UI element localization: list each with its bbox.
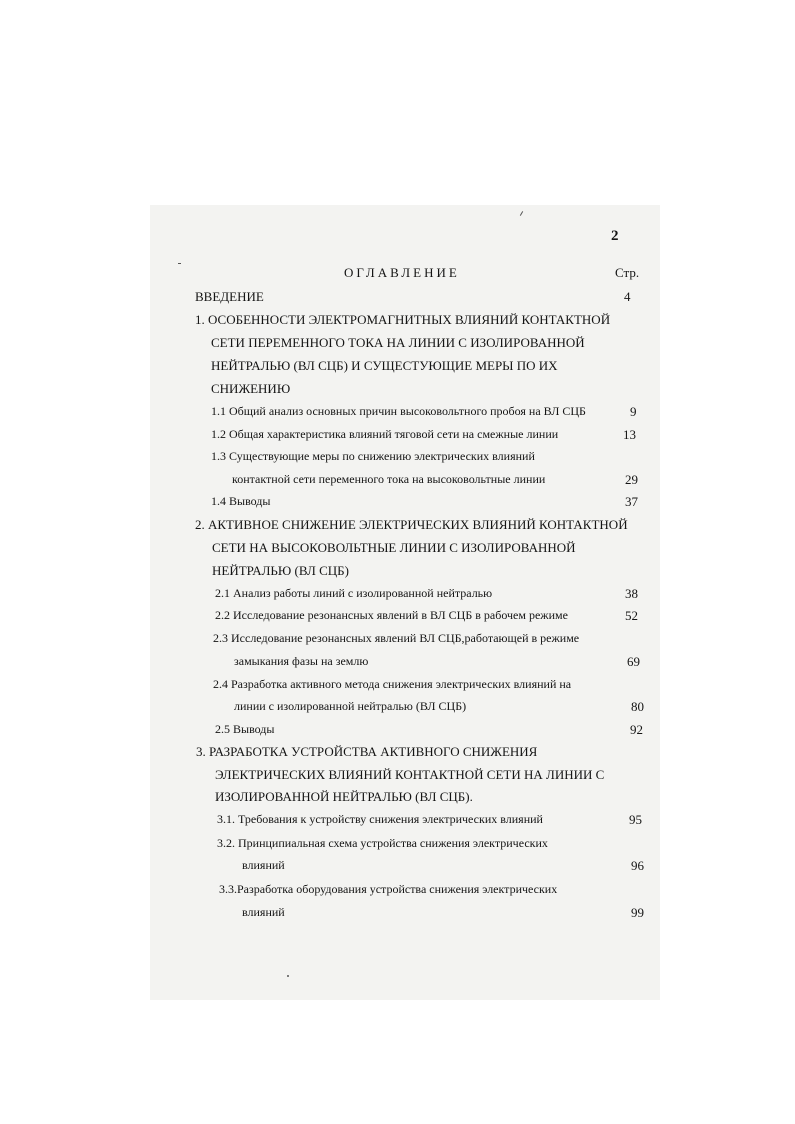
intro-label: ВВЕДЕНИЕ (195, 289, 264, 304)
section-2-1-title: 2.1 Анализ работы линий с изолированной нейтралью (215, 586, 493, 600)
section-2-2-title: 2.2 Исследование резонансных явлений в ВЛ СЦБ в рабочем режиме (215, 608, 568, 622)
chapter-1-title-line: СНИЖЕНИЮ (211, 381, 291, 396)
section-1-4-title: 1.4 Выводы (211, 494, 271, 508)
section-2-4-title-cont: линии с изолированной нейтралью (ВЛ СЦБ) (234, 699, 467, 713)
section-2-3-page: 69 (627, 654, 640, 669)
section-2-5-page: 92 (630, 722, 643, 737)
chapter-3-title-line: ЭЛЕКТРИЧЕСКИХ ВЛИЯНИЙ КОНТАКТНОЙ СЕТИ НА ЛИНИИ С (215, 767, 605, 782)
chapter-1-title-line: СЕТИ ПЕРЕМЕННОГО ТОКА НА ЛИНИИ С ИЗОЛИРОВАННОЙ (211, 335, 585, 350)
chapter-3-title-line: ИЗОЛИРОВАННОЙ НЕЙТРАЛЬЮ (ВЛ СЦБ). (215, 789, 473, 804)
section-2-4-page: 80 (631, 699, 644, 714)
chapter-1-title-line: НЕЙТРАЛЬЮ (ВЛ СЦБ) И СУЩЕСТУЮЩИЕ МЕРЫ ПО ИХ (211, 358, 558, 373)
chapter-1-title-line: 1. ОСОБЕННОСТИ ЭЛЕКТРОМАГНИТНЫХ ВЛИЯНИЙ КОНТАКТНОЙ (195, 312, 611, 327)
chapter-2-title-line: НЕЙТРАЛЬЮ (ВЛ СЦБ) (212, 563, 349, 578)
section-1-3-title-cont: контактной сети переменного тока на высоковольтные линии (232, 472, 546, 486)
scan-speck (178, 263, 181, 264)
section-1-3-title: 1.3 Существующие меры по снижению электрических влияний (211, 449, 535, 463)
section-2-3-title: 2.3 Исследование резонансных явлений ВЛ СЦБ,работающей в режиме (213, 631, 580, 645)
section-3-1-title: 3.1. Требования к устройству снижения электрических влияний (217, 812, 543, 826)
section-1-4-page: 37 (625, 494, 638, 509)
section-2-1-page: 38 (625, 586, 638, 601)
page-column-label: Стр. (615, 265, 640, 280)
section-2-5-title: 2.5 Выводы (215, 722, 275, 736)
page-number: 2 (611, 228, 619, 244)
section-3-3-title-cont: влияний (242, 905, 285, 919)
chapter-2-title-line: СЕТИ НА ВЫСОКОВОЛЬТНЫЕ ЛИНИИ С ИЗОЛИРОВАННОЙ (212, 540, 576, 555)
section-1-1-title: 1.1 Общий анализ основных причин высоковольтного пробоя на ВЛ СЦБ (211, 404, 586, 418)
section-2-3-title-cont: замыкания фазы на землю (234, 654, 369, 668)
section-1-3-page: 29 (625, 472, 638, 487)
section-2-2-page: 52 (625, 608, 638, 623)
intro-page: 4 (624, 289, 631, 304)
section-3-2-page: 96 (631, 858, 644, 873)
scan-speck (287, 975, 289, 977)
section-1-2-title: 1.2 Общая характеристика влияний тяговой сети на смежные линии (211, 427, 559, 441)
chapter-3-title-line: 3. РАЗРАБОТКА УСТРОЙСТВА АКТИВНОГО СНИЖЕНИЯ (196, 744, 538, 759)
section-3-1-page: 95 (629, 812, 642, 827)
toc-title: ОГЛАВЛЕНИЕ (344, 265, 460, 280)
section-3-3-page: 99 (631, 905, 644, 920)
section-1-1-page: 9 (630, 404, 637, 419)
section-3-2-title: 3.2. Принципиальная схема устройства снижения электрических (217, 836, 548, 850)
chapter-2-title-line: 2. АКТИВНОЕ СНИЖЕНИЕ ЭЛЕКТРИЧЕСКИХ ВЛИЯНИЙ КОНТАКТНОЙ (195, 517, 628, 532)
section-3-3-title: 3.3.Разработка оборудования устройства снижения электрических (219, 882, 558, 896)
section-1-2-page: 13 (623, 427, 636, 442)
section-2-4-title: 2.4 Разработка активного метода снижения электрических влияний на (213, 677, 572, 691)
section-3-2-title-cont: влияний (242, 858, 285, 872)
